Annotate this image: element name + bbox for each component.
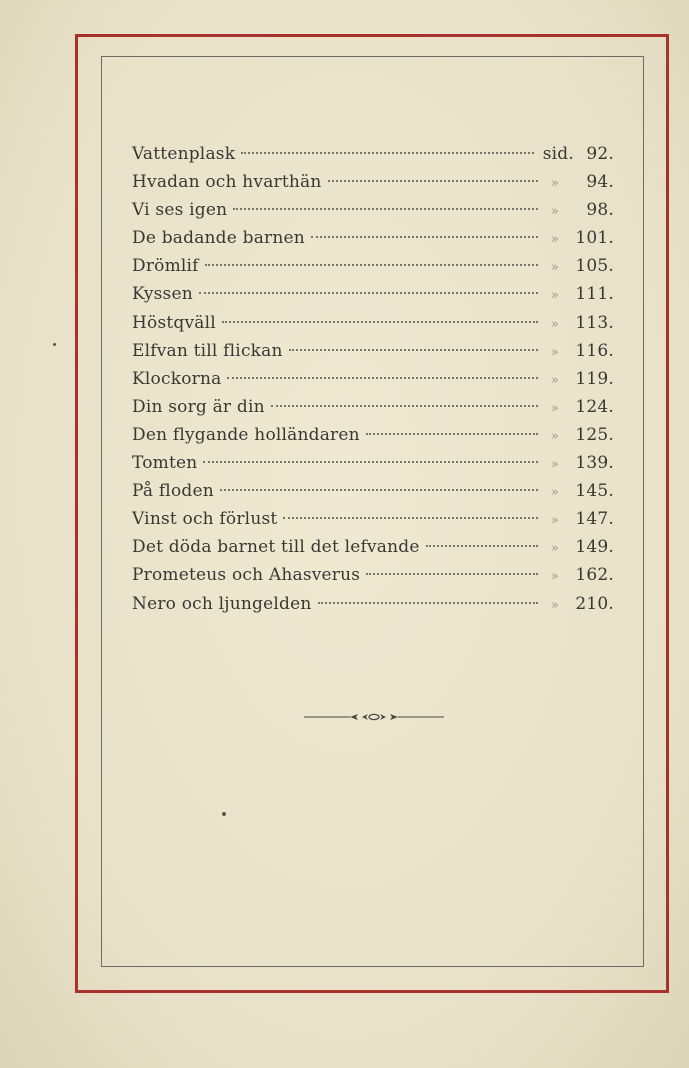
ditto-mark: » — [550, 569, 560, 585]
ditto-mark: » — [550, 260, 560, 276]
dot-leader — [426, 545, 538, 547]
toc-entry — [132, 365, 614, 393]
ditto-mark: » — [550, 372, 560, 388]
toc-entry-page: 145. — [575, 481, 614, 502]
ditto-mark: » — [550, 541, 560, 557]
toc-entry-page: 119. — [575, 368, 614, 389]
toc-entry-page: 162. — [575, 565, 614, 586]
toc-entry — [132, 590, 614, 618]
toc-entry-page: 98. — [586, 200, 614, 221]
toc-entry — [132, 393, 614, 421]
dot-leader — [205, 264, 538, 266]
dot-leader — [366, 573, 538, 575]
toc-entry-title: De badande barnen — [132, 228, 305, 249]
ditto-mark: » — [550, 597, 560, 613]
toc-entry-page: 92. — [586, 144, 614, 164]
toc-entry — [132, 561, 614, 589]
toc-entry — [132, 168, 614, 196]
toc-entry-title: Vattenplask — [132, 144, 236, 164]
toc-entry — [132, 449, 614, 477]
ink-speck — [222, 812, 226, 816]
toc-entry-page: 113. — [575, 312, 614, 333]
dot-leader — [318, 602, 539, 604]
toc-entry-title: Hvadan och hvarthän — [132, 172, 322, 193]
toc-entry-page: 125. — [575, 424, 614, 445]
toc-entry-title: Den flygande holländaren — [132, 424, 360, 445]
toc-entry-page: 116. — [575, 340, 614, 361]
ditto-mark: » — [550, 457, 560, 473]
toc-entry — [132, 337, 614, 365]
ditto-mark: » — [550, 400, 560, 416]
dot-leader — [222, 321, 538, 323]
dot-leader — [366, 433, 538, 435]
toc-entry-title: Nero och ljungelden — [132, 593, 312, 614]
ditto-mark: » — [550, 176, 560, 192]
toc-entry — [132, 252, 614, 280]
dot-leader — [289, 349, 538, 351]
dot-leader — [203, 461, 538, 463]
toc-entry-title: Vi ses igen — [132, 200, 228, 221]
ditto-mark: » — [550, 344, 560, 360]
dot-leader — [220, 489, 538, 491]
toc-entry — [132, 421, 614, 449]
toc-entry — [132, 505, 614, 533]
ditto-mark: » — [550, 428, 560, 444]
toc-entry-title: Kyssen — [132, 284, 193, 305]
toc-entry-title: Elfvan till flickan — [132, 340, 283, 361]
ditto-mark: » — [550, 513, 560, 529]
toc-entry-title: Prometeus och Ahasverus — [132, 565, 361, 586]
toc-entry — [132, 280, 614, 308]
toc-entry-page: 149. — [575, 537, 614, 558]
toc-entry — [132, 533, 614, 561]
toc-entry-title: På floden — [132, 481, 214, 502]
toc-entry-page: 210. — [575, 593, 614, 614]
toc-entry-page: 105. — [575, 256, 614, 277]
toc-entry-title: Vinst och förlust — [132, 509, 278, 530]
dot-leader — [199, 292, 538, 294]
toc-entry-page: 94. — [586, 172, 614, 193]
toc-entry-title: Det döda barnet till det lefvande — [132, 537, 420, 558]
dot-leader — [241, 152, 534, 154]
toc-entry-title: Drömlif — [132, 256, 199, 277]
dot-leader — [283, 517, 538, 519]
toc-entry-title: Din sorg är din — [132, 396, 265, 417]
toc-entry-page: 139. — [575, 453, 614, 474]
dot-leader — [233, 208, 538, 210]
toc-entry — [132, 477, 614, 505]
ditto-mark: » — [550, 232, 560, 248]
ditto-mark: » — [550, 204, 560, 220]
dot-leader — [311, 236, 538, 238]
toc-entry — [132, 196, 614, 224]
dot-leader — [328, 180, 538, 182]
ditto-mark: » — [550, 485, 560, 501]
ink-speck — [53, 343, 56, 346]
toc-entry-page: 124. — [575, 396, 614, 417]
dot-leader — [271, 405, 538, 407]
toc-entry-page: 111. — [575, 284, 614, 305]
dot-leader — [227, 377, 538, 379]
table-of-contents — [132, 140, 614, 618]
sid-label: sid. — [542, 144, 574, 164]
toc-entry-page: 147. — [575, 509, 614, 530]
ditto-mark: » — [550, 316, 560, 332]
toc-entry-title: Klockorna — [132, 368, 222, 389]
toc-entry — [132, 309, 614, 337]
toc-entry — [132, 224, 614, 252]
toc-entry-page: 101. — [575, 228, 614, 249]
toc-entry-title: Tomten — [132, 453, 198, 474]
ditto-mark: » — [550, 288, 560, 304]
toc-entry-title: Höstqväll — [132, 312, 216, 333]
toc-entry — [132, 140, 614, 168]
end-ornament-icon — [304, 710, 444, 724]
